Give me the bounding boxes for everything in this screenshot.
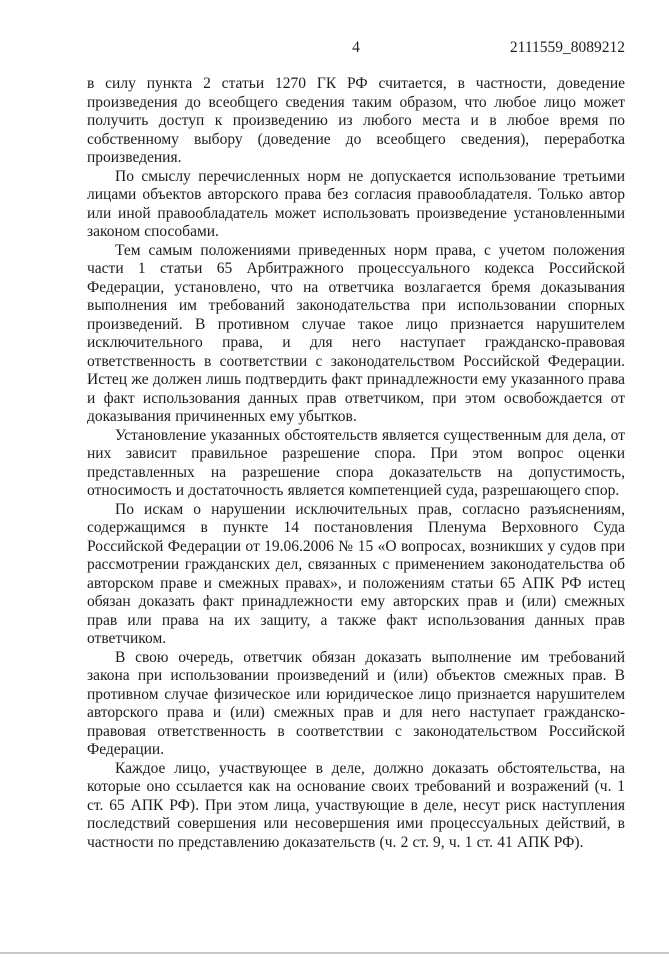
paragraph: По искам о нарушении исключительных прав, согласно разъяснениям, содержащимся в пункте 14 постановления Пленума Верховного Суда Российской Федерации от 19.06.2006 № 15 «О вопросах, возникших у судов при рассмотрении гражданских дел, связанных с применением законодательства об авторском праве и смежных правах», и положениям статьи 65 АПК РФ истец обязан доказать факт принадлежности ему авторских прав и (или) смежных прав или права на их защиту, а также факт использования данных прав ответчиком. [87, 500, 625, 647]
paragraph: Каждое лицо, участвующее в деле, должно доказать обстоятельства, на которые оно ссылается как на основание своих требований и возражений (ч. 1 ст. 65 АПК РФ). При этом лица, участвующие в деле, несут риск наступления последствий совершения или несовершения ими процессуальных действий, в частности по представлению доказательств (ч. 2 ст. 9, ч. 1 ст. 41 АПК РФ). [87, 759, 625, 851]
paragraph: По смыслу перечисленных норм не допускается использование третьими лицами объектов авторского права без согласия правообладателя. Только автор или иной правообладатель может использовать произведение установленными законом способами. [87, 167, 625, 240]
paragraph: в силу пункта 2 статьи 1270 ГК РФ считается, в частности, доведение произведения до всеобщего сведения таким образом, что любое лицо может получить доступ к произведению из любого места и в любое время по собственному выбору (доведение до всеобщего сведения), переработка произведения. [87, 75, 625, 166]
paragraph: Тем самым положениями приведенных норм права, с учетом положения части 1 статьи 65 Арбитражного процессуального кодекса Российской Федерации, установлено, что на ответчика возлагается бремя доказывания выполнения им требований законодательства при использовании спорных произведений. В противном случае такое лицо признается нарушителем исключительного права, и для него наступает гражданско-правовая ответственность в соответствии с законодательством Российской Федерации. Истец же должен лишь подтвердить факт принадлежности ему указанного права и факт использования данных прав ответчиком, при этом освобождается от доказывания причиненных ему убытков. [87, 241, 625, 425]
paragraph: Установление указанных обстоятельств является существенным для дела, от них зависит правильное разрешение спора. При этом вопрос оценки представленных на разрешение спора доказательств на допустимость, относимость и достаточность является компетенцией суда, разрешающего спор. [87, 426, 625, 499]
paragraph: В свою очередь, ответчик обязан доказать выполнение им требований закона при использовании произведений и (или) объектов смежных прав. В противном случае физическое или юридическое лицо признается нарушителем авторского права и (или) смежных прав и для него наступает гражданско-правовая ответственность в соответствии с законодательством Российской Федерации. [87, 648, 625, 758]
page-header [87, 38, 625, 57]
scan-bottom-edge [0, 952, 669, 954]
document-id: 2111559_8089212 [509, 39, 625, 56]
page-number: 4 [352, 39, 360, 56]
document-body [87, 75, 625, 852]
